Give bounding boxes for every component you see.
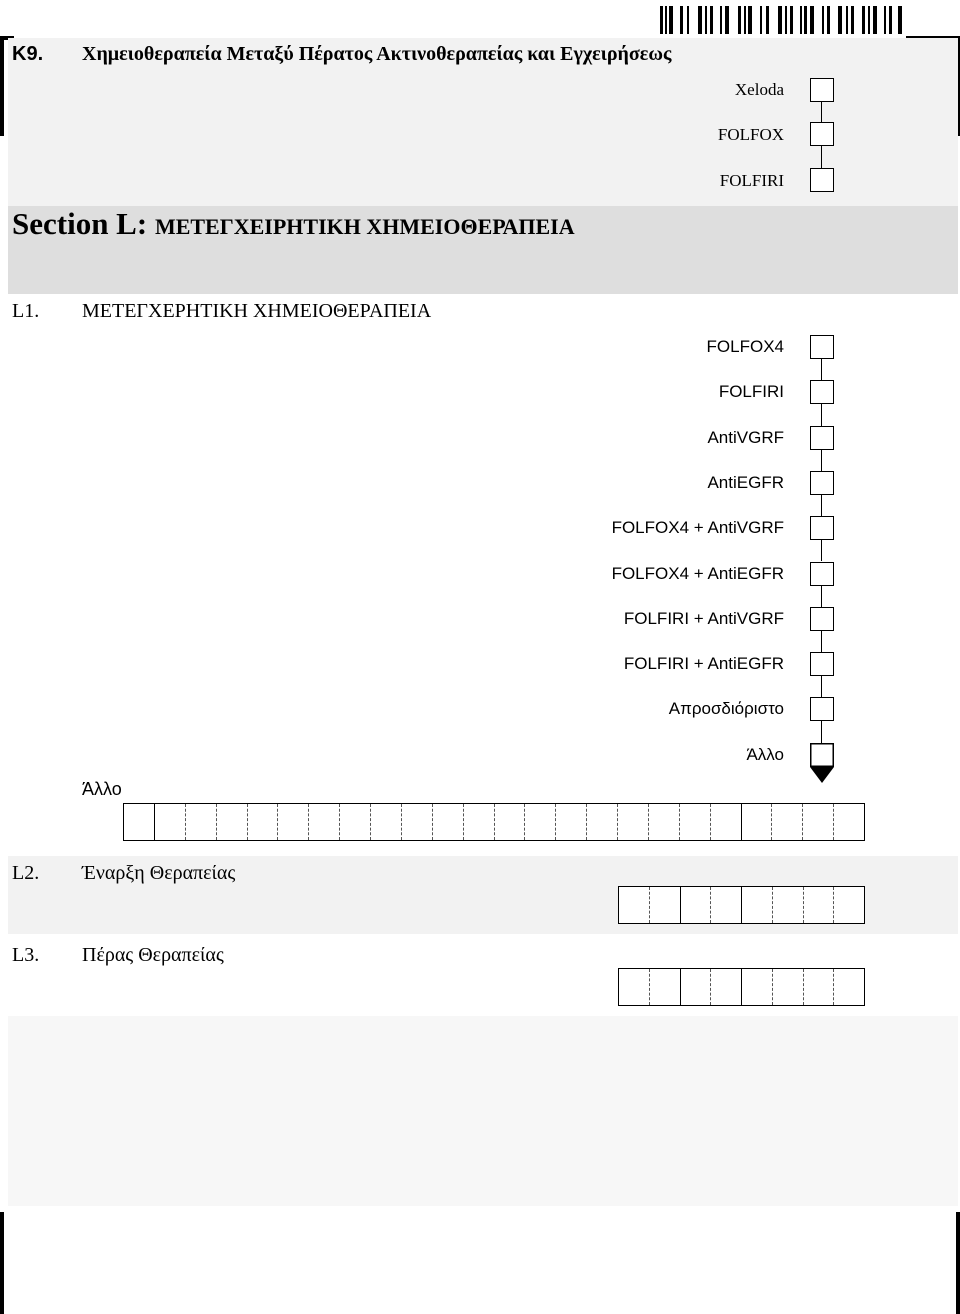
k9-option-label: Xeloda	[734, 80, 784, 99]
l1-option-label: FOLFOX4	[706, 337, 784, 356]
l2-question: Έναρξη Θεραπείας	[82, 862, 236, 884]
checkbox-connector	[821, 721, 822, 742]
l1-other-label: Άλλο	[82, 779, 122, 799]
checkbox-connector	[821, 495, 822, 516]
l1-other-text-field[interactable]	[123, 803, 865, 841]
l1-checkbox[interactable]	[810, 426, 834, 450]
l3-number: L3.	[12, 944, 40, 966]
section-name: ΜΕΤΕΓΧΕΙΡΗΤΙΚΗ ΧΗΜΕΙΟΘΕΡΑΠΕΙΑ	[154, 214, 575, 239]
l1-number: L1.	[12, 300, 40, 322]
k9-checkbox-folfox[interactable]	[810, 122, 834, 146]
checkbox-connector	[821, 586, 822, 607]
l1-checkbox[interactable]	[810, 697, 834, 721]
l1-checkbox[interactable]	[810, 652, 834, 676]
checkbox-connector	[821, 540, 822, 561]
l3-date-field[interactable]	[618, 968, 865, 1006]
checkbox-connector	[821, 450, 822, 471]
l1-option-label: FOLFIRI + AntiEGFR	[623, 654, 784, 674]
l1-checkbox[interactable]	[810, 380, 834, 404]
k9-option-label: FOLFOX	[717, 125, 784, 144]
l1-option-label: Άλλο	[746, 744, 784, 764]
l2-date-field[interactable]	[618, 886, 865, 924]
checkbox-connector	[821, 359, 822, 380]
l1-option-label: FOLFIRI + AntiVGRF	[623, 608, 784, 628]
k9-question: Χημειοθεραπεία Μεταξύ Πέρατος Ακτινοθεραπείας και Εγχειρήσεως	[82, 43, 672, 65]
checkbox-connector	[821, 404, 822, 425]
checkbox-connector	[821, 146, 822, 168]
registration-mark-bottom-left	[0, 1212, 4, 1314]
barcode	[660, 6, 905, 34]
l1-checkbox[interactable]	[810, 607, 834, 631]
l1-checkbox[interactable]	[810, 516, 834, 540]
l3-question: Πέρας Θεραπείας	[82, 944, 224, 966]
k9-option-label: FOLFIRI	[719, 171, 784, 190]
registration-mark-top-left	[0, 36, 4, 136]
l1-checkbox[interactable]	[810, 471, 834, 495]
k9-checkbox-xeloda[interactable]	[810, 78, 834, 102]
l1-option-label: AntiVGRF	[707, 427, 784, 447]
checkbox-connector	[821, 676, 822, 697]
registration-mark-bottom-right	[956, 1212, 960, 1314]
l1-checkbox-other-with-arrow[interactable]	[810, 743, 834, 783]
l1-option-label: Απροσδιόριστο	[668, 699, 784, 719]
k9-number: K9.	[12, 43, 44, 65]
l1-question: ΜΕΤΕΓΧΕΡΗΤΙΚΗ ΧΗΜΕΙΟΘΕΡΑΠΕΙΑ	[82, 300, 432, 322]
blank-area	[8, 1016, 958, 1206]
l1-option-label: FOLFOX4 + AntiVGRF	[611, 518, 784, 538]
l1-option-label: FOLFIRI	[718, 382, 784, 402]
l1-option-label: AntiEGFR	[707, 472, 784, 492]
section-title	[12, 206, 575, 242]
k9-checkbox-folfiri[interactable]	[810, 168, 834, 192]
l1-checkbox[interactable]	[810, 335, 834, 359]
checkbox-connector	[821, 631, 822, 652]
l2-number: L2.	[12, 862, 40, 884]
checkbox-connector	[821, 102, 822, 122]
section-prefix: Section L:	[12, 206, 148, 241]
l1-checkbox[interactable]	[810, 562, 834, 586]
l1-option-label: FOLFOX4 + AntiEGFR	[611, 563, 784, 583]
